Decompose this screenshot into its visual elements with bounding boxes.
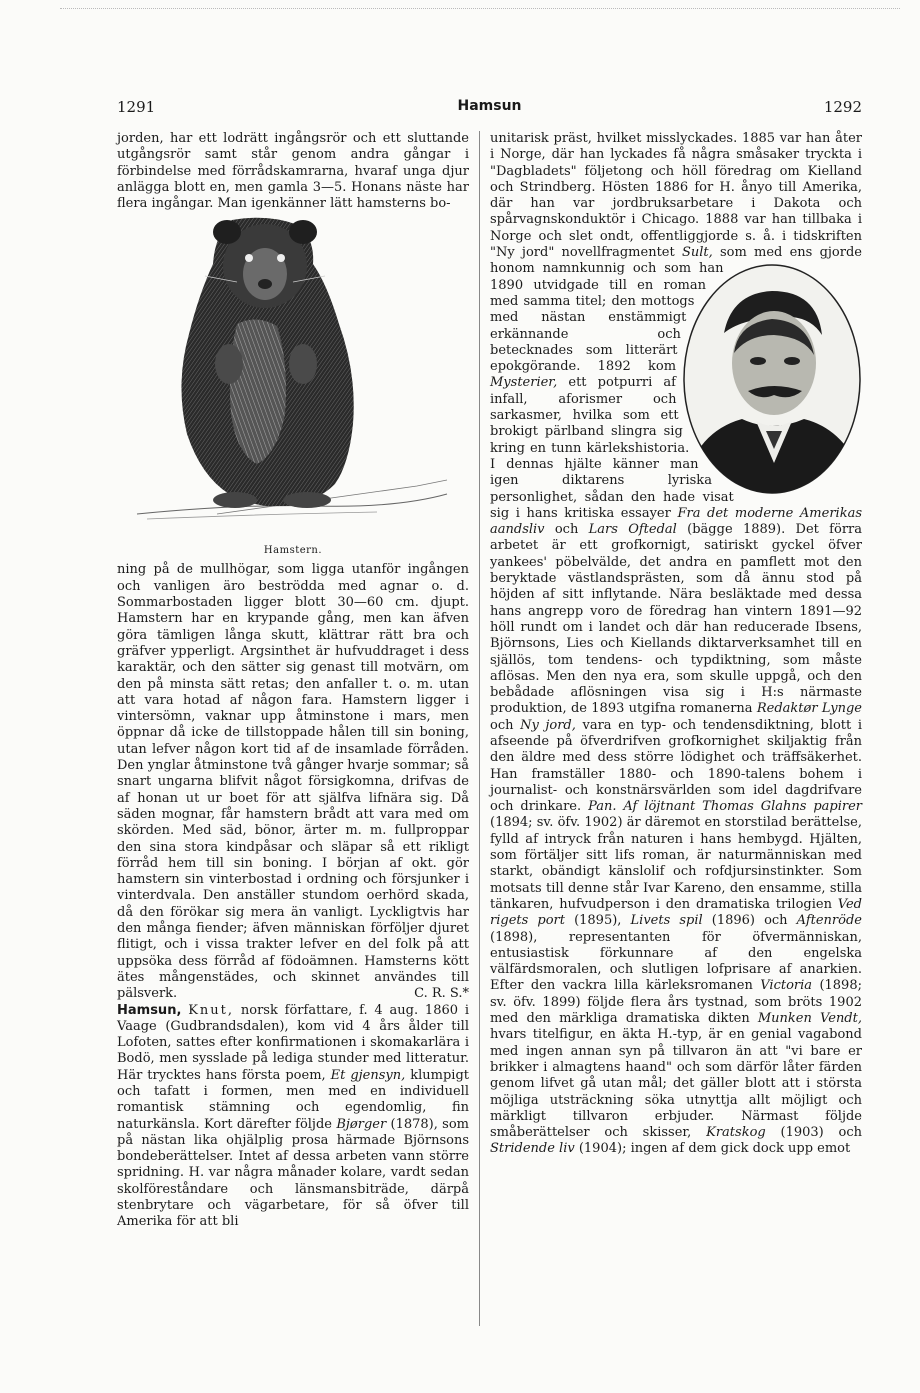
entry-text-b: klumpigt och tafatt i formen, men med en individuell romantisk stämning och egendomlig, fin naturkänsla. Kort därefter följde [117, 1067, 469, 1132]
title-munken-vendt: Munken Vendt, [757, 1011, 862, 1027]
portrait-illustration-icon [672, 263, 862, 495]
hamsun-entry-continued [490, 131, 862, 1158]
title-ny-jord: Ny jord, [520, 717, 576, 733]
r-text-1: unitarisk präst, hvilket misslyckades. 1885 var han åter i Norge, där han lyckades få några småsaker tryckta i "Dagbladets" följetong och höll föredrag om Kielland och Strindberg. Hösten 1886 for H. ånyo till Amerika, där han var jordbruksarbetare i Dakota och spårvagnskonduktör i Chicago. 1888 var han tillbaka i Norge och slet ondt, offentliggjorde s. å. i tidskriften "Ny jord" novellfragmentet [490, 131, 862, 261]
hamster-figure [117, 214, 469, 542]
r-text-11: (1898), representanten för öfvermänniskan, entusiastisk förkunnare af den engelska välfärdsmoralen, och slutligen lofprisare af anarkien. Efter den vackra lilla kärleksromanen [490, 929, 862, 994]
right-column [490, 131, 862, 1158]
title-bjorger: Bjørger [336, 1116, 387, 1132]
title-lars-oftedal: Lars Oftedal [588, 522, 677, 538]
hamster-text-2 [117, 562, 469, 1002]
r-text-8: (1894; sv. öfv. 1902) är däremot en storstilad berättelse, fylld af intryck från naturen i hans hembygd. Hjälten, som förtäljer sitt lifs roman, är naturmänniskan med starkt, obändigt känslolif och rofdjursinstinkter. Som motsats till denne står Ivar Kareno, den ensamme, stilla tänkaren, hufvudperson i den dramatiska trilogien [490, 815, 862, 912]
page-number-left: 1291 [117, 98, 156, 116]
r-text-6: och [490, 717, 514, 733]
title-sult: Sult, [681, 245, 713, 261]
hamster-caption: Hamstern. [263, 545, 323, 557]
entry-text-a: norsk författare, f. 4 aug. 1860 i Vaage (Gudbrandsdalen), kom vid 4 års ålder till Lofoten, sattes efter konfirmationen i skomakarlära i Bodö, men sysslade på lediga stunder med litteratur. Här trycktes hans första poem, [117, 1002, 469, 1083]
r-text-14: (1903) och [780, 1125, 863, 1141]
page-number-right: 1292 [823, 98, 862, 116]
title-fra-det: Fra det moderne Amerikas aandsliv [490, 505, 862, 538]
r-text-2: som med ens gjorde honom namnkunnig och som han 1890 utvidgade till en roman med samma titel; den mottogs med nästan enstämmigt erkännande och betecknades som litterärt epokgörande. 1892 kom [490, 245, 862, 375]
hamsun-entry-start [117, 1003, 469, 1231]
r-text-12: (1898; sv. öfv. 1899) följde flera års tystnad, som bröts 1902 med den märkliga dramatiska dikten [490, 978, 862, 1027]
title-et-gjensyn: Et gjensyn, [330, 1067, 406, 1083]
title-pan: Pan. Af löjtnant Thomas Glahns papirer [588, 799, 862, 815]
title-redaktor-lynge: Redaktør Lynge [756, 701, 862, 717]
r-text-5: (bägge 1889). Det förra arbetet är ett grofkornigt, satiriskt gyckel öfver yankees' pöbelvälde, det andra en pamflett mot den beryktade västlandsprästen, som då ännu stod på höjden af sitt inflytande. Nära besläktade med dessa hans angrepp voro de föredrag han vintern 1891—92 höll rundt om i landet och där han reducerade Ibsens, Björnsons, Lies och Kiellands diktarverksamhet till en själlös, tom tendens- och typdiktning, som måste aflösas. Men den nya era, som skulle uppgå, och den bebådade aflösningen visa sig i H:s närmaste produktion, de 1893 utgifna romanerna [490, 522, 862, 717]
entry-headword: Hamsun, [117, 1002, 182, 1018]
title-stridende-liv: Stridende liv [490, 1141, 575, 1157]
title-ved-rigets-port: Ved rigets port [490, 896, 862, 929]
column-divider [479, 131, 480, 1326]
entry-text-c: (1878), som på nästan lika ohjälplig prosa härmade Björnsons bondeberättelser. Intet af dessa arbeten vann större spridning. H. var några månader kolare, vardt sedan skolföreståndare och länsmansbiträde, därpå stenbrytare och vägarbetare, för så öfver till Amerika för att bli [117, 1116, 469, 1230]
r-text-3: ett potpurri af infall, aforismer och sarkasmer, hvilka som ett brokigt pärlband slingra sig kring en tunn kärlekshistoria. I dennas hjälte känner man igen diktarens lyriska personlighet, sådan den hade visat sig i hans kritiska essayer [490, 375, 734, 521]
r-text-7: vara en typ- och tendensdiktning, blott i afseende på öfverdrifven grofkornighet skiljaktig från den äldre med dess större lödighet och träffsäkerhet. Han framställer 1880- och 1890-talens bohem i journalist- och konstnärsvärlden som idel dagdrifvare och drinkare. [490, 717, 862, 815]
hamsun-portrait [672, 263, 862, 495]
r-text-10: (1896) och [711, 913, 788, 929]
r-text-13: hvars titelfigur, en äkta H.-typ, är en genial vagabond med ingen annan syn på tillvaron än att "vi bare er brikker i almagtens haand" och som därför låter färden genom lifvet gå utan mål; det gäller blott att i största möjliga utsträckning söka utnyttja allt möjligt och märkligt tillvaron erbjuder. Närmast följde småberättelser och skisser, [490, 1027, 862, 1141]
author-signature: C. R. S.* [414, 986, 469, 1002]
hamster-illustration-icon [117, 214, 469, 542]
hamster-text-1: jorden, har ett lodrätt ingångsrör och ett sluttande utgångsrör samt står genom andra gångar i förbindelse med förrådskamrarna, hvaraf unga djur anlägga blott en, men gamla 3—5. Honans näste har flera ingångar. Man igenkänner lätt hamsterns bo- [117, 131, 469, 212]
title-livets-spil: Livets spil [630, 913, 703, 929]
hamster-text-2-body: ning på de mullhögar, som ligga utanför ingången och vanligen äro beströdda med agnar o. d. Sommarbostaden ligger blott 30—60 cm. djupt. Hamstern har en krypande gång, men kan äfven göra tämligen långa skutt, klättrar rätt bra och gräfver ypperligt. Argsinthet är hufvuddraget i dess karaktär, och den sätter sig genast till motvärn, om den på minsta sätt retas; den anfaller t. o. m. utan att vara hotad af någon fara. Hamstern ligger i vintersömn, vaknar upp åtminstone i mars, men öppnar då icke de tillstoppade hålen till sin boning, utan lefver någon kort tid af de insamlade förråden. Den ynglar åtminstone två gånger hvarje sommar; så snart ungarna blifvit något försigkomna, drifvas de af honan ut ur boet för att själfva lifnära sig. Då säden mognar, får hamstern brådt att vara med om skörden. Med säd, bönor, ärter m. m. fullproppar den sina stora kindpåsar och släpar så ett rikligt förråd hem till sin boning. I början af okt. gör hamstern sin vinterbostad i ordning och försjunker i vinterdvala. Den anställer stundom oerhörd skada, då den förökar sig mera än vanligt. Lyckligtvis har den många fiender; äfven människan förföljer djuret flitigt, och i vissa trakter lefver en del folk på att uppsöka dess förråd af födoämnen. Hamsterns kött ätes mångenstädes, och skinnet användes till pälsverk. [117, 562, 469, 1002]
title-aftenrode: Aftenröde [796, 913, 862, 929]
title-kratskog: Kratskog [706, 1125, 766, 1141]
r-text-15: (1904); ingen af dem gick dock upp emot [578, 1141, 851, 1157]
r-text-4: och [554, 522, 579, 538]
page-header [117, 98, 862, 122]
entry-firstname: Knut, [188, 1002, 235, 1018]
top-edge-line [60, 8, 900, 9]
left-column [117, 131, 469, 1231]
title-mysterier: Mysterier, [490, 375, 558, 391]
r-text-9: (1895), [574, 913, 622, 929]
running-title: Hamsun [457, 98, 522, 114]
title-victoria: Victoria [760, 978, 813, 994]
